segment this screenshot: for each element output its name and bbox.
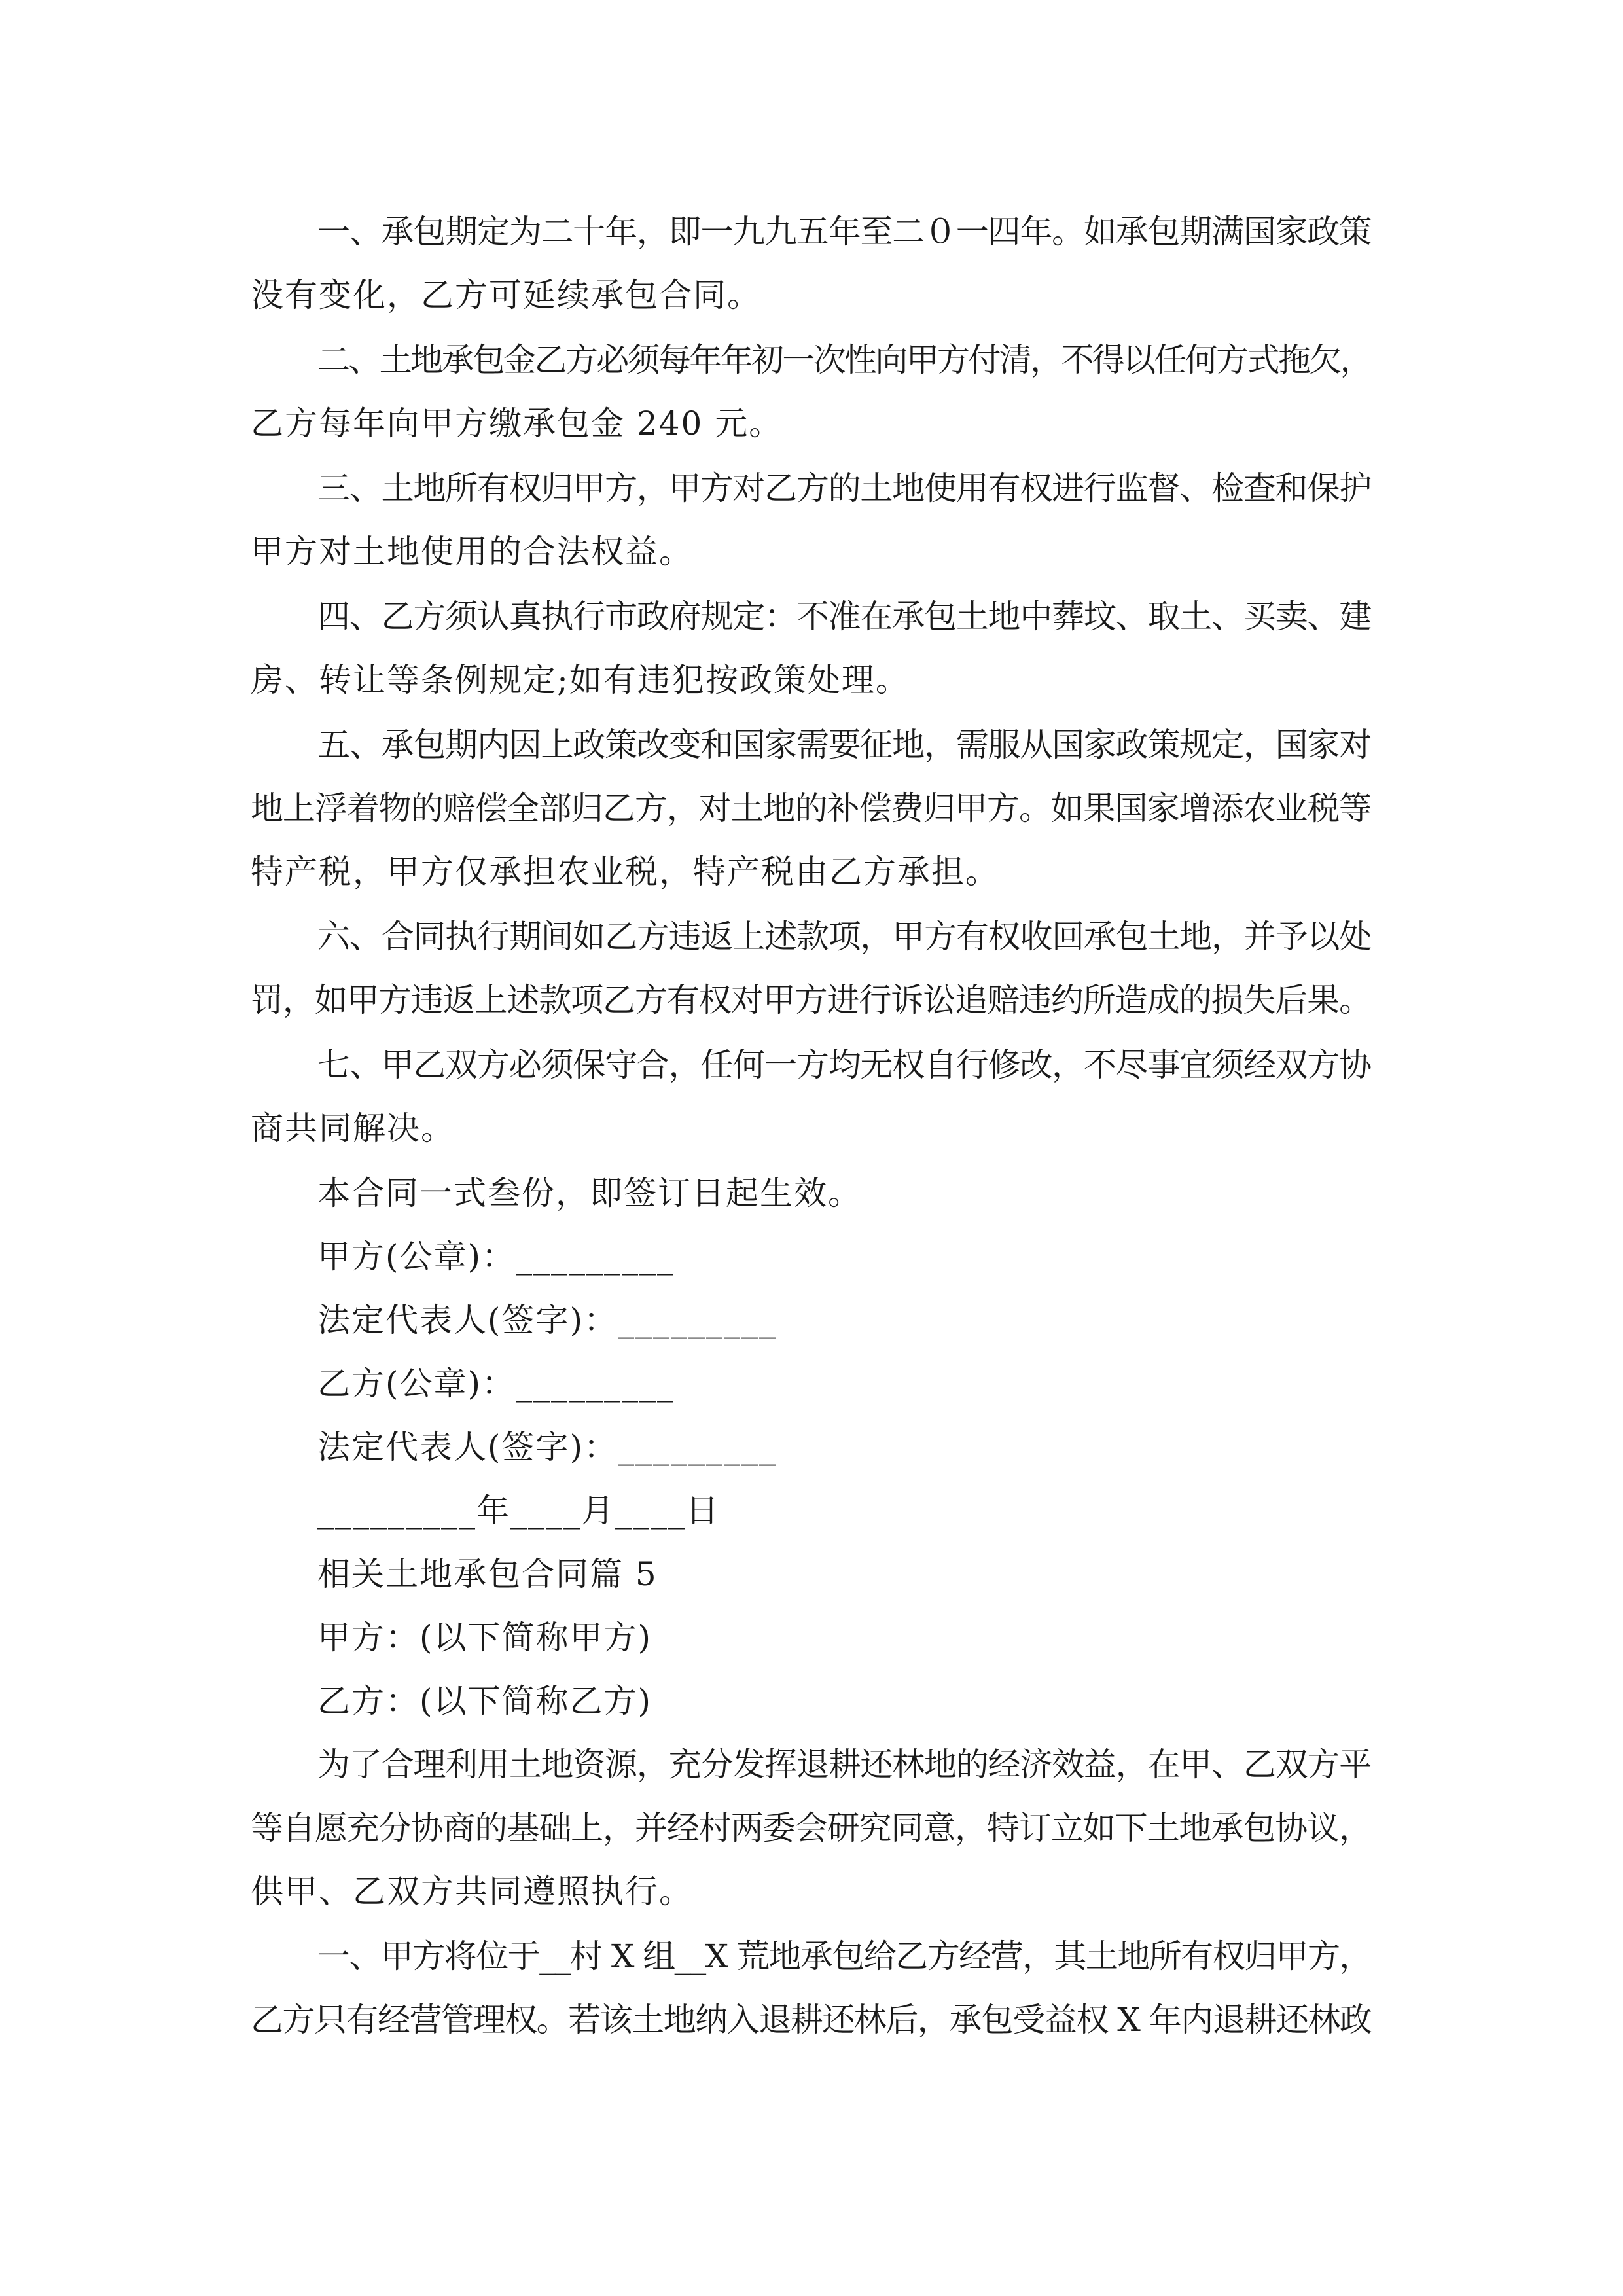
clause-1-line-1: 一、承包期定为二十年，即一九九五年至二０一四年。如承包期满国家政策	[317, 213, 1371, 251]
section-title: 相关土地承包合同篇 5	[317, 1555, 658, 1593]
party-b-definition: 乙方：(以下简称乙方)	[317, 1682, 652, 1720]
signature-party-a-seal: 甲方(公章)：_________	[317, 1238, 675, 1276]
clause-3-line-2: 甲方对土地使用的合法权益。	[251, 533, 693, 571]
intro-line-2: 等自愿充分协商的基础上，并经村两委会研究同意，特订立如下土地承包协议，	[251, 1809, 1371, 1847]
party-a-definition: 甲方：(以下简称甲方)	[317, 1619, 652, 1657]
clause-6-line-2: 罚，如甲方违返上述款项乙方有权对甲方进行诉讼追赔违约所造成的损失后果。	[251, 981, 1371, 1019]
copies-note: 本合同一式叁份，即签订日起生效。	[317, 1174, 862, 1212]
clause-5-line-2: 地上浮着物的赔偿全部归乙方，对土地的补偿费归甲方。如果国家增添农业税等	[251, 789, 1371, 827]
clause-2-line-2: 乙方每年向甲方缴承包金 240 元。	[251, 404, 783, 442]
clause-2-line-1: 二、土地承包金乙方必须每年年初一次性向甲方付清，不得以任何方式拖欠，	[317, 341, 1371, 379]
signature-date: _________年____月____日	[317, 1492, 720, 1530]
clause-1-line-2: 没有变化，乙方可延续承包合同。	[251, 276, 761, 314]
clause-4-line-1: 四、乙方须认真执行市政府规定：不准在承包土地中葬坟、取土、买卖、建	[317, 598, 1371, 636]
clause-5-line-3: 特产税，甲方仅承担农业税，特产税由乙方承担。	[251, 853, 999, 891]
signature-party-b-seal: 乙方(公章)：_________	[317, 1365, 675, 1403]
intro-line-1: 为了合理利用土地资源，充分发挥退耕还林地的经济效益，在甲、乙双方平	[317, 1746, 1371, 1784]
clause-7-line-1: 七、甲乙双方必须保守合，任何一方均无权自行修改，不尽事宜须经双方协	[317, 1046, 1371, 1084]
clause-next-line-2: 乙方只有经营管理权。若该土地纳入退耕还林后，承包受益权 X 年内退耕还林政	[251, 2001, 1372, 2039]
clause-next-line-1: 一、甲方将位于__村 X 组__X 荒地承包给乙方经营，其土地所有权归甲方，	[317, 1937, 1371, 1975]
signature-party-a-rep: 法定代表人(签字)：_________	[317, 1301, 777, 1339]
intro-line-3: 供甲、乙双方共同遵照执行。	[251, 1873, 693, 1910]
clause-7-line-2: 商共同解决。	[251, 1109, 455, 1147]
clause-3-line-1: 三、土地所有权归甲方，甲方对乙方的土地使用有权进行监督、检查和保护	[317, 469, 1371, 507]
clause-4-line-2: 房、转让等条例规定;如有违犯按政策处理。	[251, 661, 910, 699]
clause-5-line-1: 五、承包期内因上政策改变和国家需要征地，需服从国家政策规定，国家对	[317, 726, 1371, 764]
signature-party-b-rep: 法定代表人(签字)：_________	[317, 1428, 777, 1466]
clause-6-line-1: 六、合同执行期间如乙方违返上述款项，甲方有权收回承包土地，并予以处	[317, 918, 1371, 956]
